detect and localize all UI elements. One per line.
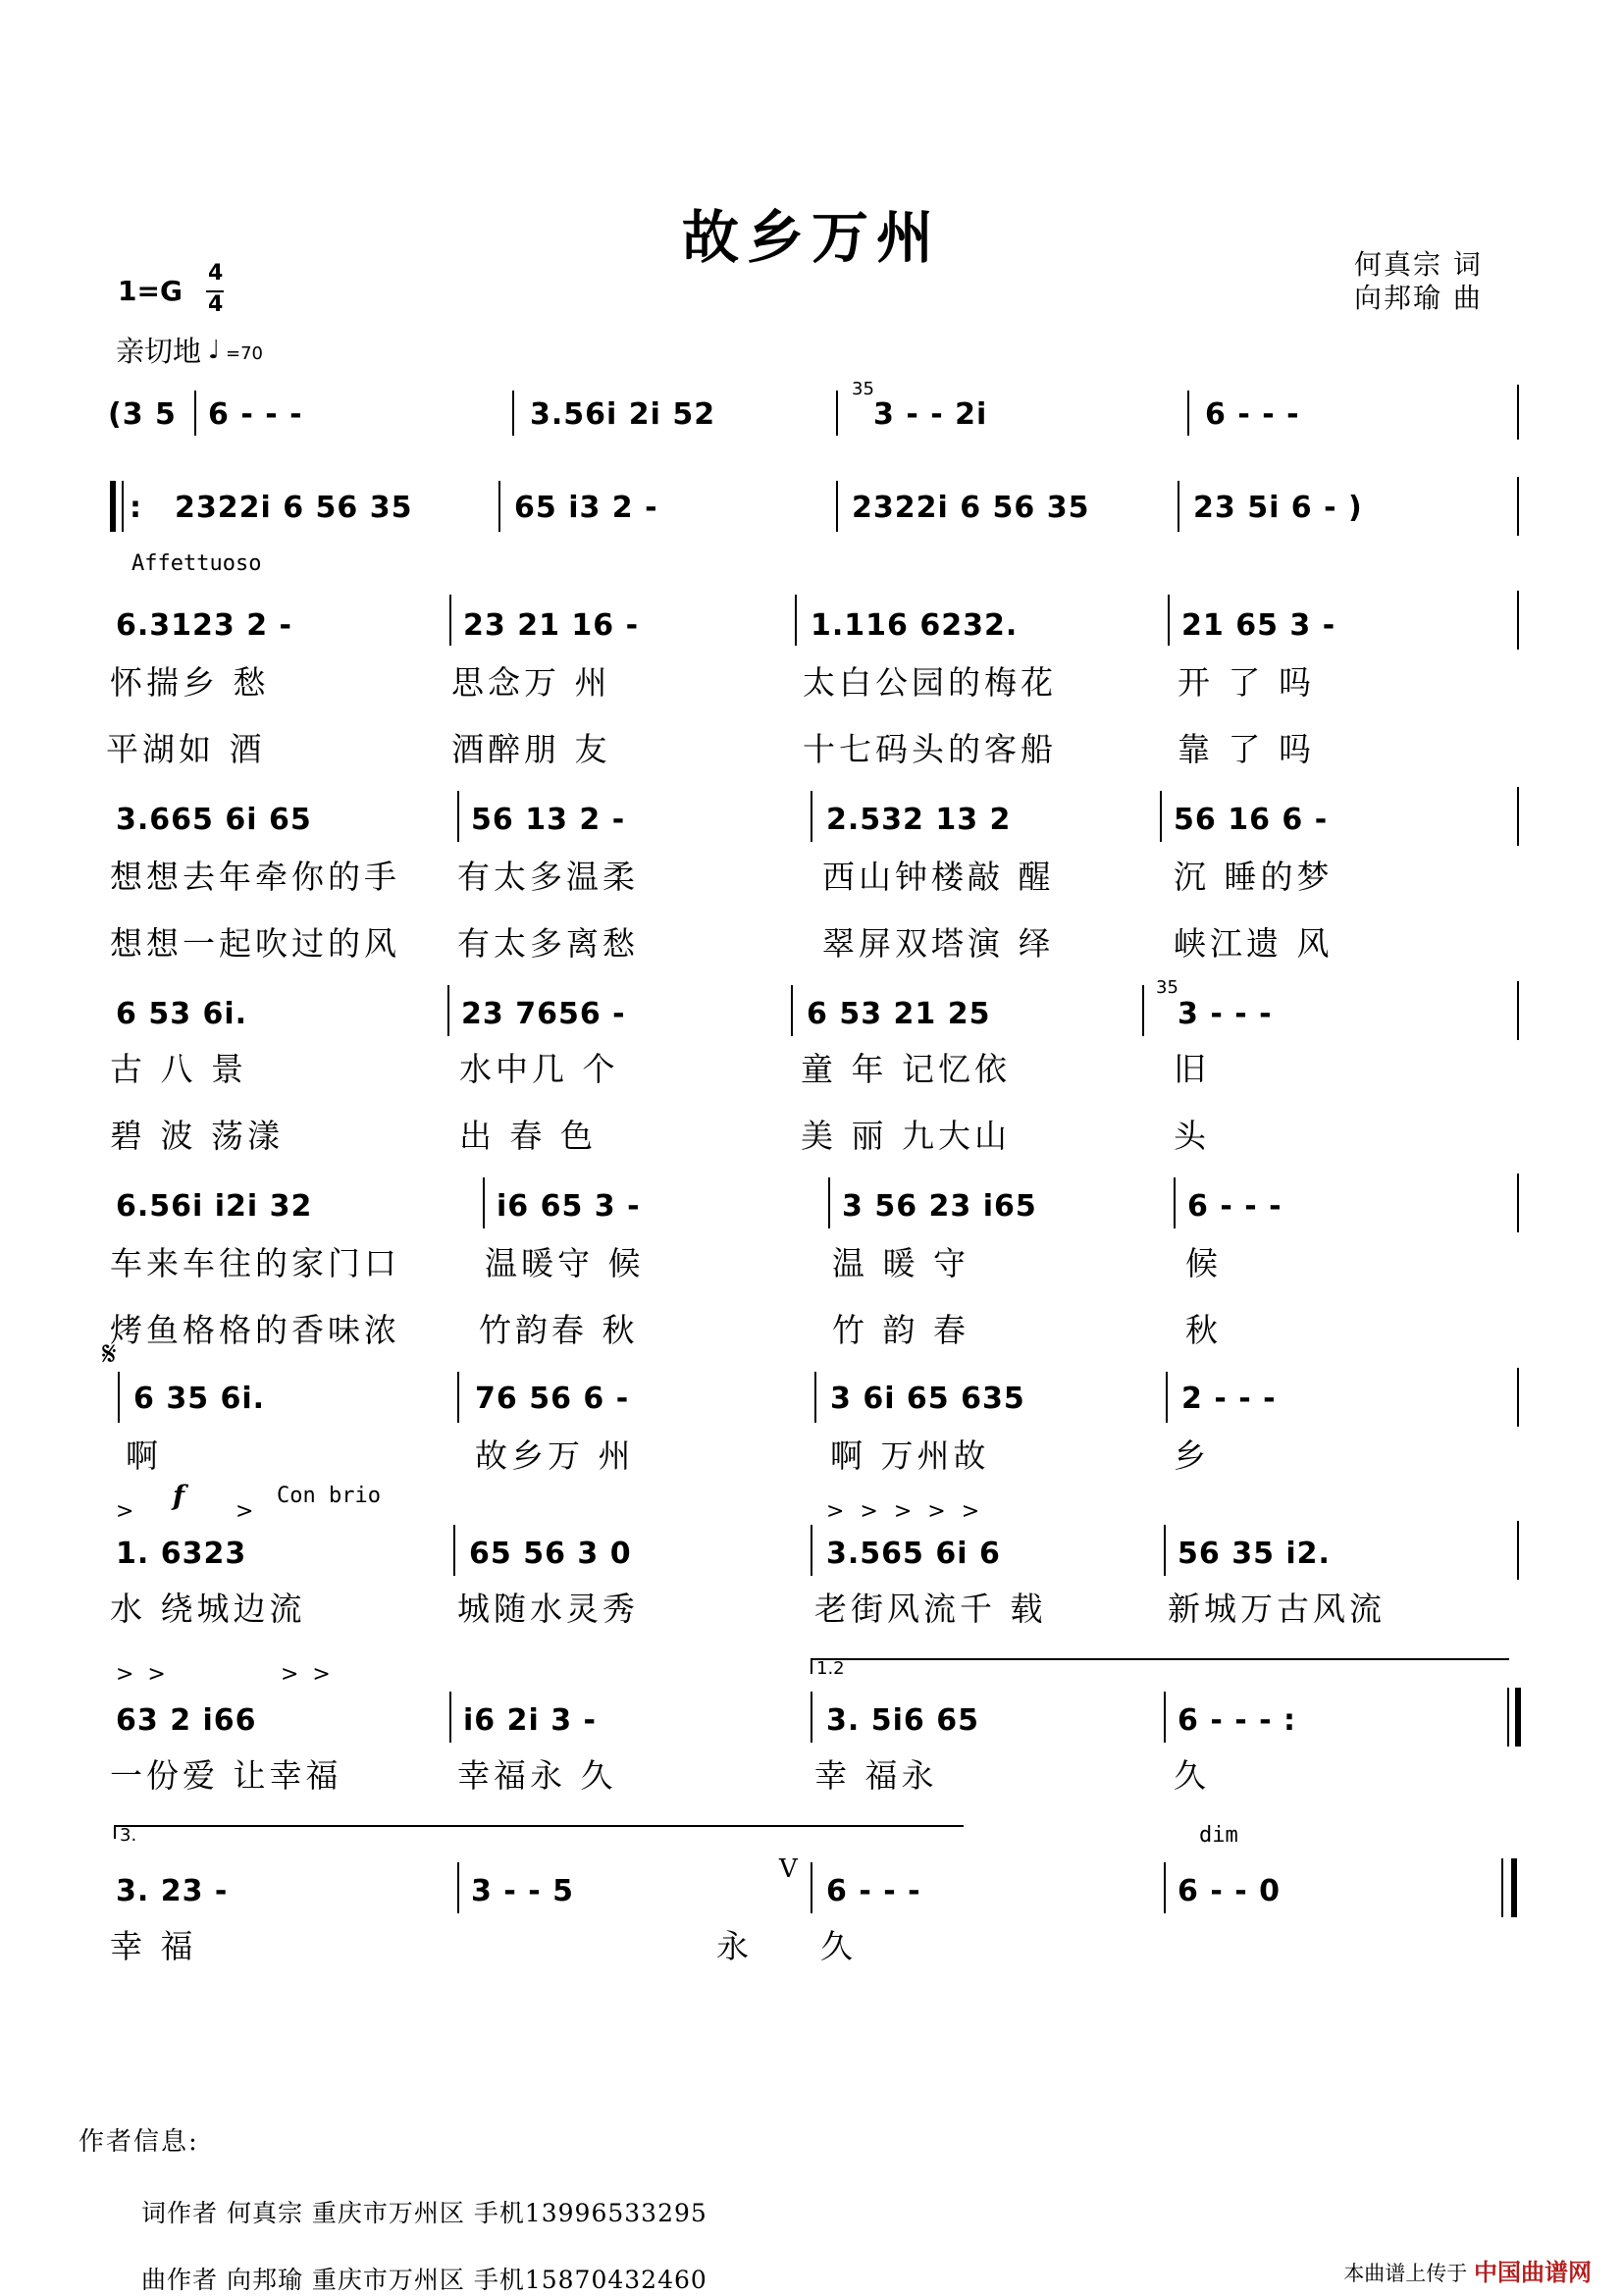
barline [1517, 1174, 1519, 1232]
lyric: 水中几 个 [459, 1050, 619, 1088]
barline [811, 1692, 812, 1743]
barline [1178, 481, 1179, 532]
lyric: 西山钟楼敲 醒 [822, 858, 1055, 896]
barline [836, 481, 838, 532]
grace-notes: 35 [852, 379, 874, 399]
system-6-measure-1: 6.56i i2i 32 [116, 1189, 313, 1224]
system-2-measure-2: 65 i3 2 - [514, 491, 658, 525]
lyric: 童 年 记忆依 [801, 1050, 1011, 1088]
system-4-measure-4: 56 16 6 - [1174, 803, 1329, 837]
system-6-measure-2: i6 65 3 - [497, 1189, 641, 1224]
system-9-measure-4: 6 - - - : [1178, 1703, 1297, 1738]
system-6-measure-3: 3 56 23 i65 [842, 1189, 1037, 1224]
repeat-end-barline [1515, 1688, 1521, 1747]
barline [512, 391, 514, 436]
segno-icon: 𝄋 [102, 1334, 117, 1374]
site-logo: 中国曲谱网 [1474, 2259, 1592, 2286]
time-signature-top: 4 [208, 261, 224, 286]
barline [1517, 1368, 1519, 1427]
system-7-measure-4: 2 - - - [1181, 1382, 1277, 1416]
author-info-line: 曲作者 向邦瑜 重庆市万州区 手机15870432460 [141, 2266, 707, 2294]
system-4-measure-2: 56 13 2 - [471, 803, 626, 837]
lyric: 古 八 景 [110, 1050, 247, 1088]
barline [1517, 591, 1519, 650]
lyric: 翠屏双塔演 绎 [822, 924, 1055, 963]
barline [1174, 1177, 1176, 1228]
system-5-measure-2: 23 7656 - [461, 997, 626, 1031]
expression-marking: Affettuoso [131, 551, 262, 576]
system-8-measure-4: 56 35 i2. [1178, 1537, 1331, 1571]
lyric: 有太多离愁 [457, 924, 639, 963]
tempo-value: =70 [226, 343, 263, 364]
page-title: 故乡万州 [681, 204, 941, 271]
system-5-measure-4: 3 - - - [1178, 997, 1273, 1031]
system-1-measure-3: 3.56i 2i 52 [530, 397, 716, 432]
lyric: 怀揣乡 愁 [110, 663, 270, 702]
lyric: 永 [716, 1927, 753, 1965]
lyric: 十七码头的客船 [803, 730, 1057, 768]
lyric: 啊 万州故 [830, 1436, 990, 1475]
barline [449, 1692, 451, 1743]
quarter-note-icon: ♩ [208, 336, 221, 365]
lyric: 乡 [1174, 1436, 1210, 1475]
lyric: 想想一起吹过的风 [110, 924, 400, 963]
lyric: 久 [820, 1927, 857, 1965]
repeat-dots: : [130, 491, 142, 525]
system-10-measure-3: 6 - - - [826, 1874, 921, 1908]
system-1-measure-4: 3 - - 2i [873, 397, 988, 432]
system-2-measure-3: 2322i 6 56 35 [852, 491, 1090, 525]
lyric: 久 [1174, 1756, 1210, 1795]
system-1-measure-5: 6 - - - [1205, 397, 1300, 432]
system-1-measure-2: 6 - - - [208, 397, 303, 432]
barline [1164, 1525, 1166, 1576]
system-3-measure-2: 23 21 16 - [463, 608, 640, 643]
lyric: 头 [1174, 1117, 1210, 1155]
accent-icon: >> [281, 1662, 344, 1687]
footer-text: 本曲谱上传于 [1343, 2262, 1468, 2285]
time-signature-bottom: 4 [208, 292, 224, 317]
barline [1160, 791, 1162, 842]
barline [814, 1372, 816, 1423]
barline [1501, 1858, 1503, 1917]
lyric: 有太多温柔 [457, 858, 639, 896]
barline [795, 595, 797, 646]
system-3-measure-3: 1.116 6232. [811, 608, 1019, 643]
lyric: 城随水灵秀 [457, 1590, 639, 1628]
tempo-marking: 亲切地 [116, 335, 202, 368]
barline [1517, 981, 1519, 1040]
barline [457, 1862, 459, 1913]
lyric: 竹 韵 春 [832, 1311, 969, 1349]
lyric: 想想去年牵你的手 [110, 858, 400, 896]
barline [1164, 1692, 1166, 1743]
volta-bracket [811, 1658, 1509, 1674]
barline [1517, 1521, 1519, 1580]
expression-marking: Con brio [277, 1484, 381, 1508]
key-signature: 1=G [118, 275, 183, 307]
barline [828, 1177, 830, 1228]
system-5-measure-3: 6 53 21 25 [807, 997, 991, 1031]
system-3-measure-4: 21 65 3 - [1181, 608, 1336, 643]
barline [811, 1862, 812, 1913]
barline [836, 391, 838, 436]
barline [811, 1525, 812, 1576]
barline [447, 985, 449, 1036]
barline [1166, 1372, 1168, 1423]
system-8-measure-3: 3.565 6i 6 [826, 1537, 1001, 1571]
lyric: 思念万 州 [451, 663, 611, 702]
system-8-measure-1: 1. 6323 [116, 1537, 247, 1571]
barline [1517, 787, 1519, 846]
lyric: 峡江遗 风 [1174, 924, 1334, 963]
barline [1142, 985, 1144, 1036]
lyric: 候 [1185, 1244, 1222, 1282]
volta-bracket [114, 1825, 964, 1839]
barline [1517, 477, 1519, 536]
barline [483, 1177, 485, 1228]
system-9-measure-3: 3. 5i6 65 [826, 1703, 979, 1738]
barline [457, 1372, 459, 1423]
barline [122, 481, 124, 532]
lyric: 新城万古风流 [1168, 1590, 1386, 1628]
lyric: 酒醉朋 友 [451, 730, 611, 768]
system-1-measure-1: (3 5 [108, 397, 177, 432]
lyric: 秋 [1185, 1311, 1222, 1349]
composer-credit: 向邦瑜 曲 [1354, 282, 1483, 314]
barline [498, 481, 500, 532]
system-8-measure-2: 65 56 3 0 [469, 1537, 632, 1571]
lyric: 温暖守 候 [485, 1244, 645, 1282]
volta-number: 1.2 [816, 1658, 845, 1679]
author-info-line: 词作者 何真宗 重庆市万州区 手机13996533295 [141, 2199, 707, 2227]
system-10-measure-4: 6 - - 0 [1178, 1874, 1281, 1908]
lyric: 美 丽 九大山 [801, 1117, 1011, 1155]
lyric: 故乡万 州 [475, 1436, 635, 1475]
final-barline [1511, 1858, 1517, 1917]
barline [118, 1372, 120, 1423]
lyric: 一份爱 让幸福 [110, 1756, 342, 1795]
system-6-measure-4: 6 - - - [1187, 1189, 1283, 1224]
repeat-start-barline [110, 481, 116, 532]
grace-notes: 35 [1156, 977, 1178, 998]
system-7-measure-2: 76 56 6 - [475, 1382, 630, 1416]
barline [449, 595, 451, 646]
system-9-measure-2: i6 2i 3 - [463, 1703, 597, 1738]
barline [1168, 595, 1170, 646]
barline [194, 391, 196, 436]
system-2-measure-4: 23 5i 6 - ) [1193, 491, 1363, 525]
lyric: 竹韵春 秋 [479, 1311, 639, 1349]
lyric: 幸福永 久 [457, 1756, 617, 1795]
dynamic-marking: f [173, 1480, 185, 1512]
breath-mark: V [779, 1854, 798, 1884]
lyric: 平湖如 酒 [106, 730, 266, 768]
lyricist-credit: 何真宗 词 [1354, 248, 1483, 281]
lyric: 幸 福永 [814, 1756, 938, 1795]
barline [1187, 391, 1189, 436]
system-3-measure-1: 6.3123 2 - [116, 608, 292, 643]
system-5-measure-1: 6 53 6i. [116, 997, 248, 1031]
lyric: 靠 了 吗 [1178, 730, 1315, 768]
lyric: 车来车往的家门口 [110, 1244, 400, 1282]
barline [1164, 1862, 1166, 1913]
lyric: 幸 福 [110, 1927, 197, 1965]
accent-icon: > [116, 1499, 134, 1524]
barline [453, 1525, 455, 1576]
lyric: 水 绕城边流 [110, 1590, 306, 1628]
barline [811, 791, 812, 842]
accent-icon: >> [116, 1662, 180, 1687]
lyric: 太白公园的梅花 [803, 663, 1057, 702]
expression-marking: dim [1199, 1823, 1238, 1848]
accent-icon: >>>>> [826, 1499, 996, 1524]
lyric: 啊 [126, 1436, 162, 1475]
system-7-measure-1: 6 35 6i. [133, 1382, 266, 1416]
footer-watermark [1343, 2253, 1592, 2287]
accent-icon: > [236, 1499, 254, 1524]
system-9-measure-1: 63 2 i66 [116, 1703, 257, 1738]
lyric: 老街风流千 载 [814, 1590, 1047, 1628]
lyric: 沉 睡的梦 [1174, 858, 1334, 896]
system-7-measure-3: 3 6i 65 635 [830, 1382, 1025, 1416]
author-info-heading: 作者信息: [79, 2127, 199, 2157]
barline [1517, 385, 1519, 440]
system-2-measure-1: 2322i 6 56 35 [175, 491, 413, 525]
lyric: 出 春 色 [459, 1117, 597, 1155]
lyric: 碧 波 荡漾 [110, 1117, 284, 1155]
volta-number: 3. [120, 1825, 137, 1846]
barline [1507, 1688, 1509, 1747]
system-4-measure-1: 3.665 6i 65 [116, 803, 312, 837]
system-10-measure-1: 3. 23 - [116, 1874, 229, 1908]
lyric: 温 暖 守 [832, 1244, 969, 1282]
barline [791, 985, 793, 1036]
lyric: 旧 [1174, 1050, 1210, 1088]
lyric: 开 了 吗 [1178, 663, 1315, 702]
system-4-measure-3: 2.532 13 2 [826, 803, 1012, 837]
barline [457, 791, 459, 842]
system-10-measure-2: 3 - - 5 [471, 1874, 574, 1908]
lyric: 烤鱼格格的香味浓 [110, 1311, 400, 1349]
